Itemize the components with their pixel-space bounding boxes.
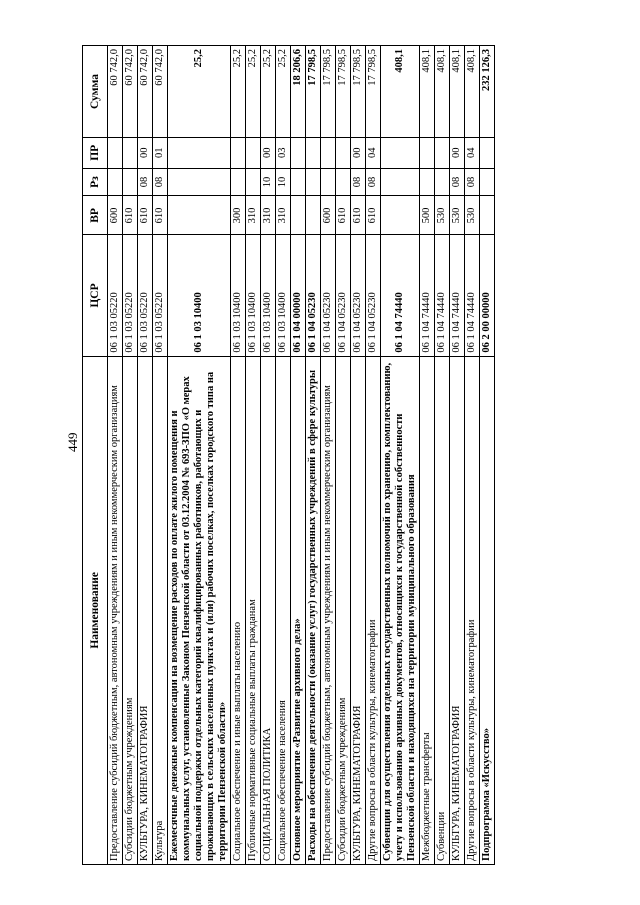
cell-sum: 25,2: [261, 46, 276, 138]
cell-name: КУЛЬТУРА, КИНЕМАТОГРАФИЯ: [138, 356, 153, 864]
cell-name: Расходы на обеспечение деятельности (оказание услуг) государственных учреждений в сфере культуры: [306, 356, 321, 864]
cell-vr: 530: [465, 196, 480, 235]
cell-sum: 25,2: [246, 46, 261, 138]
cell-vr: 610: [366, 196, 381, 235]
cell-sum: 408,1: [381, 46, 420, 138]
cell-csr: 06 1 03 05220: [108, 235, 123, 356]
table-row: [435, 46, 450, 865]
cell-name: СОЦИАЛЬНАЯ ПОЛИТИКА: [261, 356, 276, 864]
cell-rz: 10: [276, 168, 291, 196]
cell-csr: 06 1 04 74440: [420, 235, 435, 356]
cell-name: КУЛЬТУРА, КИНЕМАТОГРАФИЯ: [351, 356, 366, 864]
cell-rz: [321, 168, 336, 196]
cell-csr: 06 1 03 10400: [276, 235, 291, 356]
cell-sum: 60 742,0: [108, 46, 123, 138]
cell-csr: 06 1 04 05230: [321, 235, 336, 356]
cell-csr: 06 1 03 05220: [153, 235, 168, 356]
cell-sum: 408,1: [450, 46, 465, 138]
cell-name: Субвенции для осуществления отдельных государственных полномочий по хранению, комплектованию, учету и использованию архивных документов, относящихся к государственной собственности Пензенской области и находящихся на территории муниципального образования: [381, 356, 420, 864]
cell-csr: 06 1 04 74440: [381, 235, 420, 356]
cell-pr: [435, 137, 450, 168]
cell-pr: [420, 137, 435, 168]
cell-pr: 01: [153, 137, 168, 168]
cell-pr: 00: [261, 137, 276, 168]
cell-csr: 06 1 04 05230: [336, 235, 351, 356]
cell-vr: 610: [138, 196, 153, 235]
cell-csr: 06 1 03 05220: [123, 235, 138, 356]
cell-rz: 10: [261, 168, 276, 196]
cell-csr: 06 1 04 05230: [366, 235, 381, 356]
cell-pr: 00: [138, 137, 153, 168]
cell-sum: 17 798,5: [336, 46, 351, 138]
cell-sum: 25,2: [276, 46, 291, 138]
table-row: [480, 46, 495, 865]
cell-sum: 17 798,5: [306, 46, 321, 138]
cell-sum: 17 798,5: [321, 46, 336, 138]
cell-sum: 60 742,0: [153, 46, 168, 138]
cell-rz: [435, 168, 450, 196]
cell-pr: [381, 137, 420, 168]
cell-sum: 408,1: [465, 46, 480, 138]
table-row: [261, 46, 276, 865]
cell-vr: 600: [108, 196, 123, 235]
cell-rz: [123, 168, 138, 196]
table-row: [306, 46, 321, 865]
cell-csr: 06 1 04 00000: [291, 235, 306, 356]
rotated-page-content: [82, 0, 550, 905]
cell-vr: [291, 196, 306, 235]
cell-vr: 310: [246, 196, 261, 235]
cell-rz: [381, 168, 420, 196]
header-rz: Рз: [83, 168, 108, 196]
cell-pr: [291, 137, 306, 168]
table-row: [321, 46, 336, 865]
cell-sum: 60 742,0: [123, 46, 138, 138]
cell-name: Предоставление субсидий бюджетным, автономным учреждениям и иным некоммерческим организациям: [321, 356, 336, 864]
cell-pr: [108, 137, 123, 168]
cell-rz: 08: [450, 168, 465, 196]
cell-name: Культура: [153, 356, 168, 864]
cell-csr: 06 1 04 05230: [351, 235, 366, 356]
cell-vr: 310: [261, 196, 276, 235]
cell-rz: [336, 168, 351, 196]
table-row: [108, 46, 123, 865]
cell-sum: 18 206,6: [291, 46, 306, 138]
cell-pr: [123, 137, 138, 168]
table-row: [381, 46, 420, 865]
cell-name: Подпрограмма «Искусство»: [480, 356, 495, 864]
cell-vr: [306, 196, 321, 235]
cell-vr: 610: [153, 196, 168, 235]
cell-name: Основное мероприятие «Развитие архивного дела»: [291, 356, 306, 864]
table-body: [108, 46, 495, 865]
table-row: [336, 46, 351, 865]
cell-sum: 408,1: [435, 46, 450, 138]
cell-vr: 500: [420, 196, 435, 235]
cell-vr: 310: [276, 196, 291, 235]
cell-pr: [480, 137, 495, 168]
cell-csr: 06 1 04 74440: [450, 235, 465, 356]
cell-csr: 06 1 04 74440: [435, 235, 450, 356]
cell-rz: [168, 168, 231, 196]
cell-vr: 300: [231, 196, 246, 235]
cell-sum: 60 742,0: [138, 46, 153, 138]
cell-rz: 08: [465, 168, 480, 196]
cell-sum: 17 798,5: [366, 46, 381, 138]
cell-rz: 08: [153, 168, 168, 196]
cell-pr: [168, 137, 231, 168]
table-row: [231, 46, 246, 865]
cell-sum: 232 126,3: [480, 46, 495, 138]
cell-pr: 00: [351, 137, 366, 168]
table-row: [153, 46, 168, 865]
cell-rz: [231, 168, 246, 196]
cell-name: Субсидии бюджетным учреждениям: [336, 356, 351, 864]
cell-name: Субсидии бюджетным учреждениям: [123, 356, 138, 864]
header-sum: Сумма: [83, 46, 108, 138]
cell-name: Субвенции: [435, 356, 450, 864]
cell-vr: 600: [321, 196, 336, 235]
cell-pr: 04: [465, 137, 480, 168]
cell-sum: 25,2: [168, 46, 231, 138]
header-pr: ПР: [83, 137, 108, 168]
cell-name: Публичные нормативные социальные выплаты гражданам: [246, 356, 261, 864]
cell-rz: [420, 168, 435, 196]
cell-csr: 06 1 03 10400: [168, 235, 231, 356]
cell-rz: [291, 168, 306, 196]
cell-rz: [480, 168, 495, 196]
cell-sum: 408,1: [420, 46, 435, 138]
cell-csr: 06 1 03 10400: [231, 235, 246, 356]
cell-vr: [168, 196, 231, 235]
table-row: [168, 46, 231, 865]
cell-vr: 610: [336, 196, 351, 235]
cell-name: Социальное обеспечение и иные выплаты населению: [231, 356, 246, 864]
table-row: [123, 46, 138, 865]
header-name: Наименование: [83, 356, 108, 864]
table-row: [246, 46, 261, 865]
cell-name: Предоставление субсидий бюджетным, автономным учреждениям и иным некоммерческим организациям: [108, 356, 123, 864]
cell-csr: 06 2 00 00000: [480, 235, 495, 356]
cell-rz: 08: [138, 168, 153, 196]
cell-name: Ежемесячные денежные компенсации на возмещение расходов по оплате жилого помещения и коммунальных услуг, установленные Законом Пензенской области от 03.12.2004 № 693-ЗПО «О мерах социальной поддержки отдельных категорий квалифицированных работников, работающих и проживающих в сельских населенных пунктах и (или) рабочих поселках, поселках городского типа на территории Пензенской области»: [168, 356, 231, 864]
cell-csr: 06 1 04 05230: [306, 235, 321, 356]
cell-name: Другие вопросы в области культуры, кинематографии: [465, 356, 480, 864]
header-csr: ЦСР: [83, 235, 108, 356]
table-row: [351, 46, 366, 865]
cell-pr: [336, 137, 351, 168]
cell-rz: [306, 168, 321, 196]
page-number: 449: [65, 432, 80, 452]
table-row: [291, 46, 306, 865]
cell-vr: 610: [123, 196, 138, 235]
cell-vr: [381, 196, 420, 235]
cell-rz: [108, 168, 123, 196]
cell-name: КУЛЬТУРА, КИНЕМАТОГРАФИЯ: [450, 356, 465, 864]
cell-pr: 03: [276, 137, 291, 168]
cell-vr: 610: [351, 196, 366, 235]
cell-pr: [246, 137, 261, 168]
cell-pr: 00: [450, 137, 465, 168]
cell-pr: 04: [366, 137, 381, 168]
table-row: [138, 46, 153, 865]
cell-vr: [480, 196, 495, 235]
cell-vr: 530: [450, 196, 465, 235]
cell-rz: 08: [366, 168, 381, 196]
table-row: [450, 46, 465, 865]
cell-sum: 25,2: [231, 46, 246, 138]
header-vr: ВР: [83, 196, 108, 235]
cell-name: Межбюджетные трансферты: [420, 356, 435, 864]
table-row: [276, 46, 291, 865]
cell-vr: 530: [435, 196, 450, 235]
cell-pr: [321, 137, 336, 168]
cell-pr: [231, 137, 246, 168]
budget-table: [82, 45, 495, 865]
table-row: [465, 46, 480, 865]
cell-name: Другие вопросы в области культуры, кинематографии: [366, 356, 381, 864]
cell-rz: [246, 168, 261, 196]
cell-csr: 06 1 04 74440: [465, 235, 480, 356]
cell-csr: 06 1 03 10400: [246, 235, 261, 356]
cell-name: Социальное обеспечение населения: [276, 356, 291, 864]
table-row: [366, 46, 381, 865]
table-row: [420, 46, 435, 865]
cell-pr: [306, 137, 321, 168]
cell-csr: 06 1 03 05220: [138, 235, 153, 356]
cell-csr: 06 1 03 10400: [261, 235, 276, 356]
cell-sum: 17 798,5: [351, 46, 366, 138]
cell-rz: 08: [351, 168, 366, 196]
table-header-row: [83, 46, 108, 865]
